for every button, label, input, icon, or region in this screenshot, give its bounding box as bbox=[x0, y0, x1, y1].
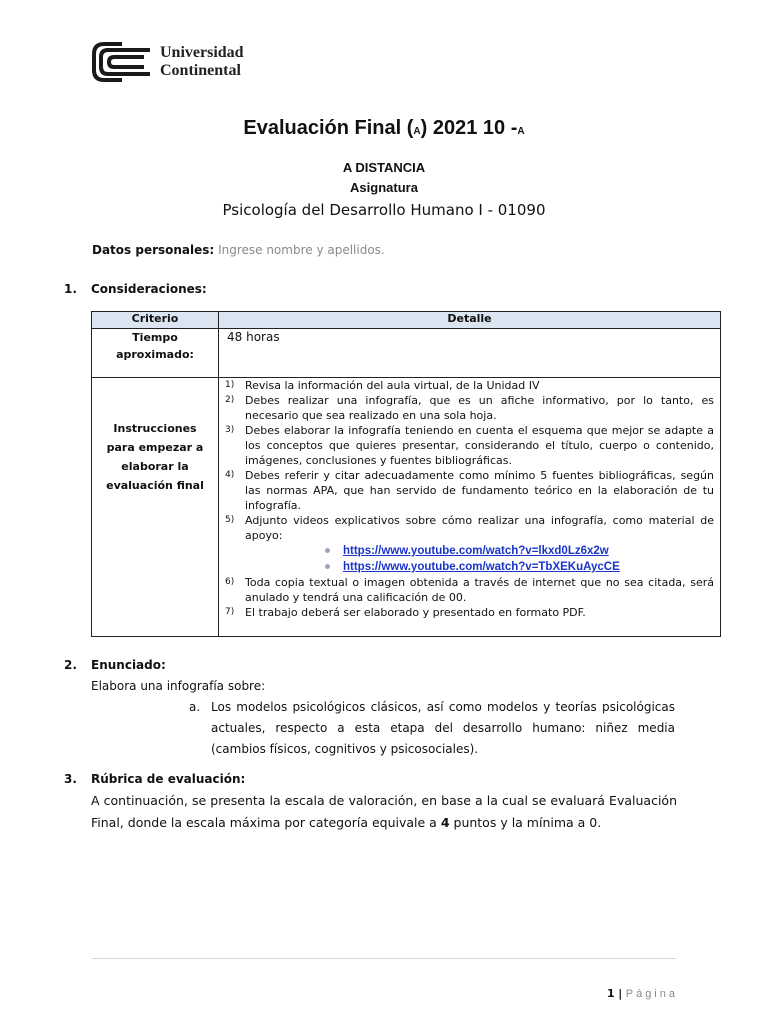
section-3-text-part2: puntos y la mínima a 0. bbox=[449, 815, 602, 830]
section-2-heading bbox=[64, 658, 166, 672]
section-2-item-text: Los modelos psicológicos clásicos, así como modelos y teorías psicológicas actuales, respecto a esta etapa del desarrollo humano: niñez media (cambios físicos, cognitivos y psicosociales). bbox=[211, 700, 675, 756]
section-1-heading bbox=[64, 282, 207, 296]
footer-divider bbox=[92, 958, 676, 959]
section-2-intro: Elabora una infografía sobre: bbox=[91, 679, 266, 693]
university-logo-icon bbox=[92, 42, 152, 82]
logo-line2: Continental bbox=[160, 62, 241, 79]
section-1-number: 1. bbox=[64, 282, 77, 296]
instruction-item bbox=[219, 513, 720, 575]
university-name bbox=[160, 44, 244, 80]
instruction-text: El trabajo deberá ser elaborado y presentado en formato PDF. bbox=[245, 606, 586, 619]
section-3-title: Rúbrica de evaluación: bbox=[91, 772, 246, 786]
time-value: 48 horas bbox=[227, 330, 280, 344]
instruction-text: Debes realizar una infografía, que es un afiche informativo, por lo tanto, es necesario que sea realizado en una sola hoja. bbox=[245, 394, 714, 422]
instruction-item bbox=[219, 605, 720, 620]
instruction-number: 6) bbox=[225, 577, 235, 587]
instruction-text: Revisa la información del aula virtual, de la Unidad IV bbox=[245, 379, 540, 392]
exam-title bbox=[0, 117, 768, 140]
university-logo bbox=[92, 42, 244, 82]
section-2-item bbox=[155, 697, 675, 760]
logo-line1: Universidad bbox=[160, 44, 244, 61]
title-main2: ) 2021 10 - bbox=[420, 117, 518, 139]
instruction-number: 4) bbox=[225, 470, 235, 480]
section-3-heading bbox=[64, 772, 245, 786]
section-2-number: 2. bbox=[64, 658, 77, 672]
instruction-text: Toda copia textual o imagen obtenida a través de internet que no sea citada, será anulado y tendrá una calificación de 00. bbox=[245, 576, 714, 604]
section-3-text-part1: A continuación, se presenta la escala de valoración, en base a la cual se evaluará Evaluación Final, donde la escala máxima por categoría equivale a bbox=[91, 793, 677, 830]
video-link-item bbox=[245, 559, 714, 575]
personal-data-label: Datos personales: bbox=[92, 243, 215, 257]
modality: A DISTANCIA bbox=[342, 160, 426, 175]
video-link-2[interactable]: https://www.youtube.com/watch?v=TbXEKuAycCE bbox=[343, 561, 620, 573]
header-detalle: Detalle bbox=[219, 312, 721, 329]
section-3-text bbox=[91, 790, 677, 834]
instructions-list-cell bbox=[219, 378, 721, 637]
time-label-cell bbox=[92, 329, 219, 378]
section-1-title: Consideraciones: bbox=[91, 282, 207, 296]
instruction-item bbox=[219, 575, 720, 605]
instructions-label: Instrucciones para empezar a elaborar la evaluación final bbox=[106, 422, 204, 492]
page-footer bbox=[607, 987, 678, 1000]
video-link-1[interactable]: https://www.youtube.com/watch?v=lkxd0Lz6x2w bbox=[343, 545, 609, 557]
instructions-label-cell bbox=[92, 378, 219, 637]
instruction-item bbox=[219, 393, 720, 423]
instruction-number: 1) bbox=[225, 380, 235, 390]
time-value-cell bbox=[219, 329, 721, 378]
page-separator: | bbox=[618, 987, 623, 1000]
section-2-item-letter: a. bbox=[189, 700, 201, 714]
bullet-icon bbox=[325, 548, 330, 553]
instruction-number: 7) bbox=[225, 607, 235, 617]
section-3-text-bold: 4 bbox=[440, 815, 450, 830]
instructions-list bbox=[219, 378, 720, 620]
table-row-instructions bbox=[92, 378, 721, 637]
subject-label: Asignatura bbox=[350, 180, 418, 195]
table-row-time bbox=[92, 329, 721, 378]
section-3-number: 3. bbox=[64, 772, 77, 786]
instruction-number: 2) bbox=[225, 395, 235, 405]
personal-data-placeholder[interactable]: Ingrese nombre y apellidos. bbox=[218, 243, 385, 257]
title-suffix: A bbox=[517, 126, 525, 137]
instruction-item bbox=[219, 378, 720, 393]
table-header-row bbox=[92, 312, 721, 329]
header-criterio: Criterio bbox=[92, 312, 219, 329]
page-number: 1 bbox=[607, 987, 615, 1000]
video-link-item bbox=[245, 543, 714, 559]
subject-name: Psicología del Desarrollo Humano I - 01090 bbox=[222, 201, 546, 219]
time-label: Tiempo aproximado: bbox=[116, 331, 194, 361]
instruction-number: 5) bbox=[225, 515, 235, 525]
instruction-item bbox=[219, 468, 720, 513]
instruction-text: Adjunto videos explicativos sobre cómo realizar una infografía, como material de apoyo: bbox=[245, 514, 714, 542]
video-links bbox=[245, 543, 714, 575]
page-word: Página bbox=[625, 988, 678, 1000]
instruction-number: 3) bbox=[225, 425, 235, 435]
instruction-item bbox=[219, 423, 720, 468]
considerations-table bbox=[91, 311, 721, 637]
personal-data bbox=[92, 243, 385, 257]
section-2-title: Enunciado: bbox=[91, 658, 166, 672]
instruction-text: Debes elaborar la infografía teniendo en cuenta el esquema que mejor se adapte a los conceptos que quieres presentar, considerando el título, cuerpo o contenido, imágenes, conclusiones y fuentes bibliográficas. bbox=[245, 424, 714, 467]
bullet-icon bbox=[325, 564, 330, 569]
title-main: Evaluación Final ( bbox=[243, 117, 414, 139]
instruction-text: Debes referir y citar adecuadamente como mínimo 5 fuentes bibliográficas, según las normas APA, que han servido de fundamento teórico en la elaboración de tu infografía. bbox=[245, 469, 714, 512]
title-variant: A bbox=[413, 126, 421, 137]
